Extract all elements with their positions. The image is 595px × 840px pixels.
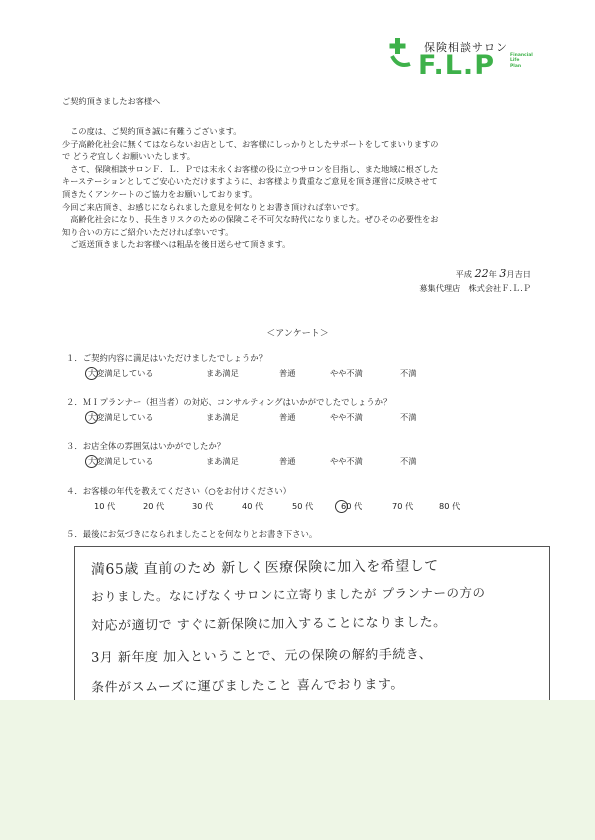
question-5: ５．最後にお気づきになられましたことを何なりとお書き下さい。	[66, 529, 318, 539]
option[interactable]: 60 代	[341, 501, 363, 511]
logo-title: 保険相談サロン	[424, 41, 508, 54]
comment-box[interactable]	[74, 546, 550, 701]
question-1: １．ご契約内容に満足はいただけましたでしょうか？	[66, 353, 267, 363]
option[interactable]: 20 代	[143, 501, 165, 511]
option[interactable]: まあ満足	[206, 412, 239, 422]
greeting: ご契約頂きましたお客様へ	[62, 96, 161, 106]
letter-line: 知り合いの方にご紹介いただければ幸いです。	[62, 226, 234, 237]
question-4-options	[94, 501, 494, 513]
letter-line: ご返送頂きましたお客様へは粗品を後日送らせて頂きます。	[62, 239, 291, 250]
option[interactable]: まあ満足	[206, 456, 239, 466]
question-1-options	[88, 368, 488, 380]
option[interactable]: 70 代	[392, 501, 414, 511]
option[interactable]: まあ満足	[206, 368, 239, 378]
option[interactable]: 不満	[400, 412, 417, 422]
survey-title: ＜アンケート＞	[266, 329, 329, 339]
question-3: ３．お店全体の雰囲気はいかがでしたか？	[66, 441, 226, 451]
option[interactable]: 80 代	[439, 501, 461, 511]
handwritten-year: 22	[474, 267, 489, 280]
question-4: ４．お客様の年代を教えてください（○をお付けください）	[66, 486, 292, 496]
letter-date: 平成 22年 3月吉日	[455, 267, 531, 280]
letter-line: 高齢化社会になり、長生きリスクのための保険こそ不可欠な時代になりました。ぜひその必要性をお	[62, 214, 439, 225]
option[interactable]: 普通	[279, 456, 296, 466]
handwritten-line: 3月 新年度 加入ということで、元の保険の解約手続き、	[90, 647, 433, 666]
option[interactable]: 30 代	[192, 501, 214, 511]
option[interactable]: 普通	[279, 368, 296, 378]
option[interactable]: 10 代	[94, 501, 116, 511]
option[interactable]: 大変満足している	[88, 412, 154, 422]
handwritten-line: おりました。なにげなくサロンに立寄りましたが プランナーの方の	[90, 584, 486, 605]
logo-subtitle: Financial Life Plan	[510, 53, 533, 69]
letter-line: で どうぞ宜しくお願いいたします。	[62, 151, 195, 162]
letter-line: この度は、ご契約頂き誠に有難うございます。	[62, 126, 242, 136]
company-logo	[388, 34, 538, 90]
option[interactable]: やや不満	[330, 412, 363, 422]
option[interactable]: やや不満	[330, 368, 363, 378]
option[interactable]: 大変満足している	[88, 368, 154, 378]
handwritten-line: 対応が適切で すぐに新保険に加入することになりました。	[90, 615, 447, 634]
letter-body	[62, 125, 542, 251]
letter-line: さて、保険相談サロンＦ．Ｌ．Ｐでは末永くお客様の役に立つサロンを目指し、また地域に根ざした	[62, 163, 439, 174]
logo-brand: F.L.P	[418, 50, 495, 81]
question-2: ２．ＭＩプランナー（担当者）の対応、コンサルティングはいかがでしたでしょうか？	[66, 397, 392, 407]
letter-line: 少子高齢化社会に無くてはならないお店として、お客様にしっかりとしたサポートをしてまいりますの	[62, 138, 439, 149]
option[interactable]: 不満	[400, 368, 417, 378]
option[interactable]: 不満	[400, 456, 417, 466]
letter-line: キーステーションとしてご安心いただけますように、お客様より貴重なご意見を頂き運営に反映させて	[62, 176, 438, 187]
question-2-options	[88, 412, 488, 424]
agency-name: 募集代理店 株式会社Ｆ.Ｌ.Ｐ	[419, 283, 531, 293]
option[interactable]: 大変満足している	[88, 456, 154, 466]
letter-line: 今回ご来店頂き、お感じになられました意見を何なりとお書き頂ければ幸いです。	[62, 201, 364, 212]
option[interactable]: やや不満	[330, 456, 363, 466]
letter-line: 頂きたくアンケートのご協力をお願いしております。	[62, 188, 258, 199]
handwritten-line: 満65歳 直前のため 新しく医療保険に加入を希望して	[90, 558, 439, 578]
handwritten-line: 条件がスムーズに運びましたこと 喜んでおります。	[90, 677, 404, 696]
footer-band	[0, 700, 595, 840]
handwritten-month: 3	[499, 267, 507, 280]
plus-leaf-icon	[388, 38, 412, 68]
option[interactable]: 50 代	[292, 501, 314, 511]
question-3-options	[88, 456, 488, 468]
option[interactable]: 40 代	[242, 501, 264, 511]
option[interactable]: 普通	[279, 412, 296, 422]
